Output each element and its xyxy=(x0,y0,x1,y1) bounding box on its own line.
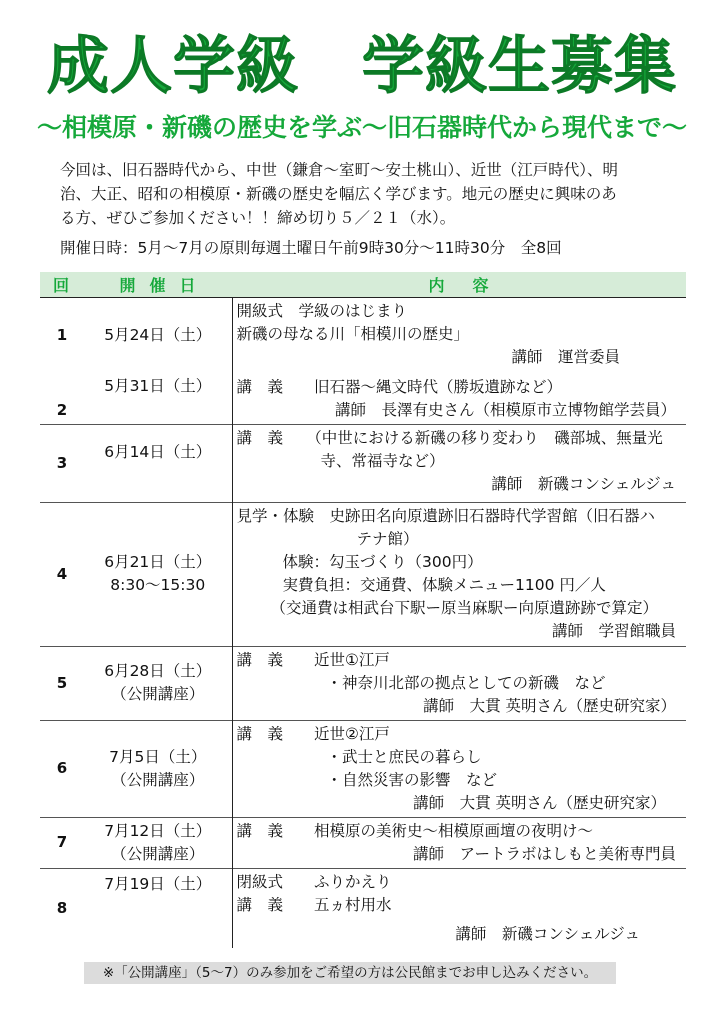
intro-line: る方、ぜひご参加ください！！締め切り５／２１（水）。 xyxy=(60,209,456,227)
date-line: 6月14日（土） xyxy=(104,442,212,461)
row-date xyxy=(84,646,232,720)
schedule-table xyxy=(40,272,686,948)
row-content xyxy=(232,720,686,817)
date-line: 5月31日（土） xyxy=(104,376,212,395)
content-line: 講 義 近世②江戸 xyxy=(236,724,390,743)
content-line: ・神奈川北部の拠点としての新磯 など xyxy=(326,673,606,692)
row-date xyxy=(84,817,232,868)
content-line: 寺、常福寺など） xyxy=(320,451,445,470)
lecturer-line: 講師 運営委員 xyxy=(511,348,620,366)
row-number: 4 xyxy=(56,564,68,583)
lecturer-line: 講師 新磯コンシェルジュ xyxy=(491,474,676,493)
intro-line: 治、大正、昭和の相模原・新磯の歴史を幅広く学びます。地元の歴史に興味のあ xyxy=(60,185,617,203)
content-line: 新磯の母なる川「相模川の歴史」 xyxy=(236,325,470,343)
row-date xyxy=(84,298,232,374)
schedule-text: 開催日時：5月～7月の原則毎週土曜日午前9時30分～11時30分 全8回 xyxy=(60,239,562,257)
footnote: ※「公開講座」（5～7）のみ参加をご希望の方は公民館までお申し込みください。 xyxy=(84,962,616,984)
content-line: 実費負担：交通費、体験メニュー1100 円／人 xyxy=(282,575,606,594)
lecturer-line: 講師 大貫 英明さん（歴史研究家） xyxy=(413,793,666,812)
row-content xyxy=(232,646,686,720)
intro-text xyxy=(60,158,680,230)
content-line: （交通費は相武台下駅ー原当麻駅ー向原遺跡跡で算定） xyxy=(270,598,659,617)
date-line: 7月19日（土） xyxy=(104,874,212,893)
row-content xyxy=(232,374,686,425)
content-line: ・自然災害の影響 など xyxy=(326,770,498,789)
header-content: 内容 xyxy=(232,272,686,298)
intro-line: 今回は、旧石器時代から、中世（鎌倉～室町～安土桃山）、近世（江戸時代）、明 xyxy=(60,161,619,179)
row-date xyxy=(84,374,232,425)
content-line: 見学・体験 史跡田名向原遺跡旧石器時代学習館（旧石器ハ xyxy=(236,506,656,525)
table-row xyxy=(40,298,686,374)
content-line: 閉級式 ふりかえり xyxy=(236,872,392,891)
table-header xyxy=(40,272,686,298)
content-line: 講 義 旧石器～縄文時代（勝坂遺跡など） xyxy=(236,377,563,396)
row-number: 1 xyxy=(56,326,68,345)
date-line: （公開講座） xyxy=(111,770,205,789)
content-line: 体験：勾玉づくり（300円） xyxy=(282,552,483,571)
table-row xyxy=(40,720,686,817)
row-date xyxy=(84,868,232,948)
lecturer-line: 講師 学習館職員 xyxy=(551,621,676,640)
row-date xyxy=(84,720,232,817)
page-title: 成人学級 学級生募集 xyxy=(46,29,677,102)
content-line: 講 義 五ヵ村用水 xyxy=(236,895,392,914)
content-line: テナ館） xyxy=(356,529,419,548)
table-row xyxy=(40,817,686,868)
content-line: 開級式 学級のはじまり xyxy=(236,302,408,320)
date-line: 7月5日（土） xyxy=(109,747,207,766)
row-number: 3 xyxy=(56,453,68,472)
row-content xyxy=(232,868,686,948)
row-content xyxy=(232,424,686,502)
date-line: 5月24日（土） xyxy=(104,326,212,345)
table-row xyxy=(40,868,686,948)
header-num: 回 xyxy=(40,272,84,298)
row-number: 8 xyxy=(56,898,68,917)
table-row xyxy=(40,374,686,425)
row-content xyxy=(232,817,686,868)
date-line: 7月12日（土） xyxy=(104,821,212,840)
date-line: （公開講座） xyxy=(111,844,205,863)
lecturer-line: 講師 アートラボはしもと美術専門員 xyxy=(412,844,676,863)
header-date: 開催日 xyxy=(84,272,232,298)
date-line: 6月21日（土） xyxy=(104,553,212,571)
row-content xyxy=(232,298,686,374)
lecturer-line: 講師 大貫 英明さん（歴史研究家） xyxy=(423,696,676,715)
date-line: 8:30～15:30 xyxy=(110,576,206,594)
row-date xyxy=(84,502,232,646)
row-number: 7 xyxy=(56,833,68,851)
row-number: 6 xyxy=(56,759,68,777)
content-line: 講 義 （中世における新磯の移り変わり 磯部城、無量光 xyxy=(236,428,663,447)
lecturer-line: 講師 長澤有史さん（相模原市立博物館学芸員） xyxy=(334,400,676,419)
table-row xyxy=(40,502,686,646)
row-content xyxy=(232,502,686,646)
table-row xyxy=(40,646,686,720)
row-number: 2 xyxy=(56,400,68,419)
page-subtitle: ～相模原・新磯の歴史を学ぶ～旧石器時代から現代まで～ xyxy=(36,113,687,142)
table-row xyxy=(40,424,686,502)
date-line: 6月28日（土） xyxy=(104,662,212,680)
row-number: 5 xyxy=(56,673,68,692)
lecturer-line: 講師 新磯コンシェルジュ xyxy=(455,924,640,943)
content-line: ・武士と庶民の暮らし xyxy=(326,747,482,766)
content-line: 講 義 近世①江戸 xyxy=(236,650,390,669)
content-line: 講 義 相模原の美術史～相模原画壇の夜明け～ xyxy=(236,821,594,840)
row-date xyxy=(84,424,232,502)
date-line: （公開講座） xyxy=(111,685,205,703)
